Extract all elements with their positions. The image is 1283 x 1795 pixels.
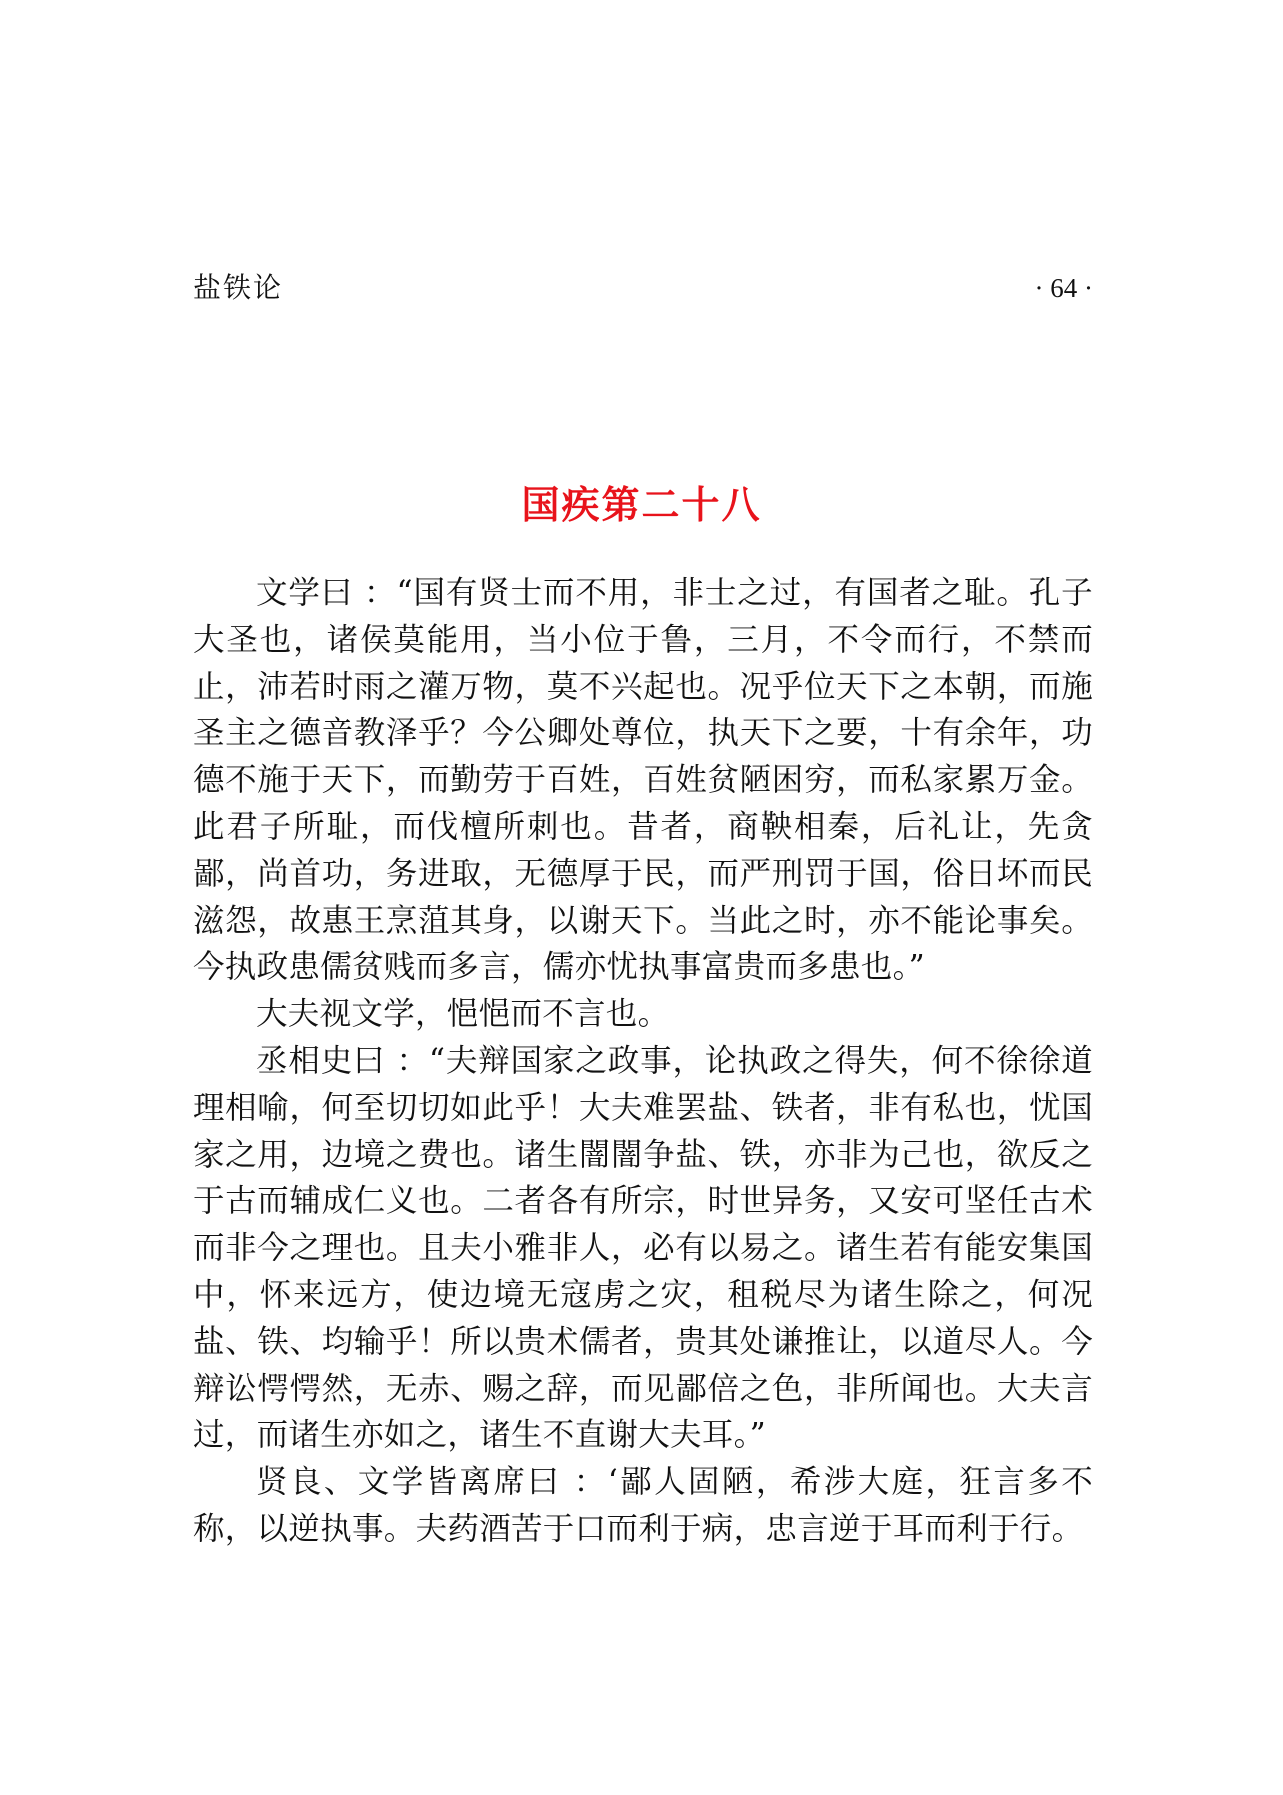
running-header <box>193 268 1093 308</box>
book-title: 盐铁论 <box>193 271 284 304</box>
paragraph: 贤良、文学皆离席曰 ：‘鄙人固陋，希涉大庭，狂言多不称，以逆执事。夫药酒苦于口而利于病，忠言逆于耳而利于行。 <box>193 1464 1093 1547</box>
paragraph: 文学曰 ：“国有贤士而不用，非士之过，有国者之耻。孔子大圣也，诸侯莫能用，当小位于鲁，三月，不令而行，不禁而止，沛若时雨之灌万物，莫不兴起也。况乎位天下之本朝，而施圣主之德音教泽乎？今公卿处尊位，执天下之要，十有余年，功德不施于天下，而勤劳于百姓，百姓贫陋困穷，而私家累万金。此君子所耻，而伐檀所刺也。昔者，商鞅相秦，后礼让，先贪鄙，尚首功，务进取，无德厚于民，而严刑罚于国，俗日坏而民滋怨，故惠王烹菹其身，以谢天下。当此之时，亦不能论事矣。今执政患儒贫贱而多言，儒亦忧执事富贵而多患也。” <box>193 575 1093 986</box>
paragraph: 丞相史曰 ：“夫辩国家之政事，论执政之得失，何不徐徐道理相喻，何至切切如此乎！大夫难罢盐、铁者，非有私也，忧国家之用，边境之费也。诸生闇闇争盐、铁，亦非为己也，欲反之于古而辅成仁义也。二者各有所宗，时世异务，又安可坚任古术而非今之理也。且夫小雅非人，必有以易之。诸生若有能安集国中，怀来远方，使边境无寇虏之灾，租税尽为诸生除之，何况盐、铁、均输乎！所以贵术儒者，贵其处谦推让，以道尽人。今辩讼愕愕然，无赤、赐之辞，而见鄙倍之色，非所闻也。大夫言过，而诸生亦如之，诸生不直谢大夫耳。” <box>193 1042 1093 1454</box>
body-text <box>193 570 1093 1553</box>
chapter-title: 国疾第二十八 <box>521 483 762 528</box>
page-number: · 64 · <box>1034 273 1093 303</box>
paragraph: 大夫视文学，悒悒而不言也。 <box>256 996 670 1033</box>
